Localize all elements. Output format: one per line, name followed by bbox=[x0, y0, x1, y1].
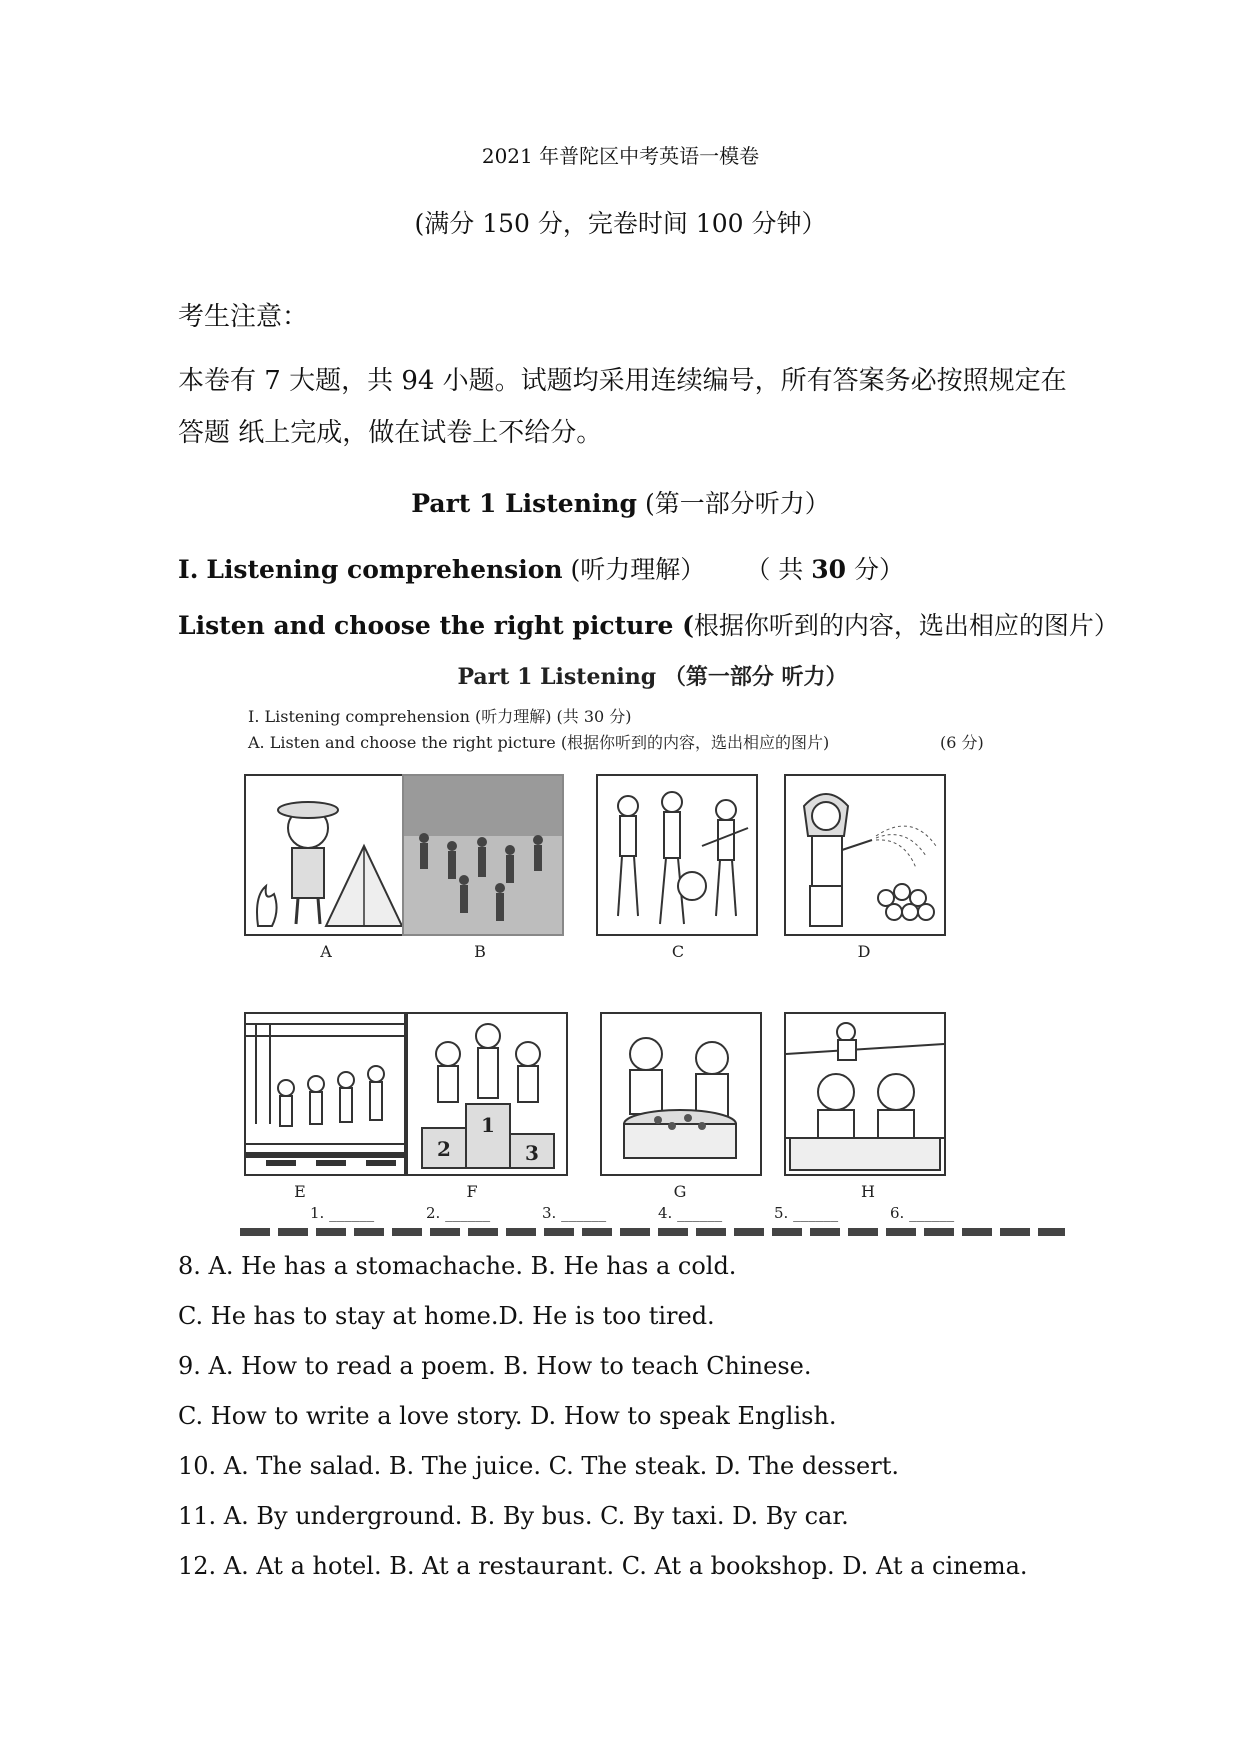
picture-label-a: A bbox=[320, 942, 332, 961]
picture-e-scouts bbox=[244, 1012, 406, 1176]
scouts-illustration bbox=[246, 1014, 404, 1174]
answer-blank-5: 5. ______ bbox=[774, 1204, 839, 1222]
picture-a-camping bbox=[244, 774, 406, 936]
section-heading bbox=[178, 550, 904, 586]
picture-label-f: F bbox=[466, 1182, 478, 1201]
picture-b-dancing bbox=[402, 774, 564, 936]
figure-section-heading: I. Listening comprehension (听力理解) (共 30 分) bbox=[248, 707, 632, 726]
classroom-illustration bbox=[786, 1014, 944, 1174]
answer-blank-2: 2. ______ bbox=[426, 1204, 491, 1222]
podium-3: 3 bbox=[525, 1141, 539, 1165]
podium-illustration bbox=[408, 1014, 566, 1174]
figure-subsection-heading: A. Listen and choose the right picture (根据你听到的内容，选出相应的图片) bbox=[248, 733, 830, 752]
exam-subtitle: (满分 150 分，完卷时间 100 分钟） bbox=[414, 209, 827, 238]
section-points-close: 分） bbox=[846, 555, 904, 584]
question-11: 11. A. By underground. B. By bus. C. By taxi. D. By car. bbox=[178, 1502, 849, 1530]
section-title: Listening comprehension bbox=[206, 555, 563, 584]
answer-blank-4: 4. ______ bbox=[658, 1204, 723, 1222]
scanned-figure bbox=[240, 656, 1065, 1236]
watering-illustration bbox=[786, 776, 944, 934]
picture-label-g: G bbox=[673, 1182, 687, 1201]
answer-blank-6: 6. ______ bbox=[890, 1204, 955, 1222]
question-9-line-1: 9. A. How to read a poem. B. How to teach Chinese. bbox=[178, 1352, 812, 1380]
picture-h-classroom bbox=[784, 1012, 946, 1176]
picture-f-podium bbox=[406, 1012, 568, 1176]
figure-part-heading: Part 1 Listening （第一部分 听力） bbox=[457, 664, 848, 690]
notice-line-1: 本卷有 7 大题，共 94 小题。试题均采用连续编号，所有答案务必按照规定在 bbox=[178, 366, 1067, 396]
band-illustration bbox=[598, 776, 756, 934]
answer-blank-3: 3. ______ bbox=[542, 1204, 607, 1222]
subsection-title-cn: 根据你听到的内容，选出相应的图片） bbox=[693, 611, 1119, 640]
figure-points: (6 分) bbox=[940, 733, 984, 752]
picture-c-band bbox=[596, 774, 758, 936]
picture-d-watering bbox=[784, 774, 946, 936]
section-title-cn: (听力理解） bbox=[570, 555, 706, 584]
cropped-text-strip bbox=[240, 1228, 1065, 1236]
subsection-heading bbox=[178, 606, 1119, 642]
picture-label-c: C bbox=[671, 942, 685, 961]
question-9-line-2: C. How to write a love story. D. How to speak English. bbox=[178, 1402, 837, 1430]
picture-label-e: E bbox=[294, 1182, 306, 1201]
section-points-num: 30 bbox=[811, 555, 847, 584]
part-heading-cn: (第一部分听力） bbox=[637, 489, 830, 518]
cooking-illustration bbox=[602, 1014, 760, 1174]
section-points-open: （ 共 bbox=[745, 555, 812, 584]
picture-label-d: D bbox=[857, 942, 871, 961]
dancing-photo bbox=[404, 776, 562, 934]
picture-label-b: B bbox=[474, 942, 486, 961]
question-10: 10. A. The salad. B. The juice. C. The steak. D. The dessert. bbox=[178, 1452, 900, 1480]
notice-heading: 考生注意： bbox=[178, 302, 309, 332]
subsection-title: Listen and choose the right picture ( bbox=[178, 611, 694, 640]
picture-label-h: H bbox=[861, 1182, 875, 1201]
question-12: 12. A. At a hotel. B. At a restaurant. C. At a bookshop. D. At a cinema. bbox=[178, 1552, 1028, 1580]
answer-blank-1: 1. ______ bbox=[310, 1204, 375, 1222]
part-heading bbox=[0, 484, 1241, 520]
podium-2: 2 bbox=[437, 1137, 451, 1161]
notice-line-2: 答题 纸上完成，做在试卷上不给分。 bbox=[178, 418, 603, 448]
question-8-line-1: 8. A. He has a stomachache. B. He has a cold. bbox=[178, 1252, 737, 1280]
picture-g-cooking bbox=[600, 1012, 762, 1176]
part-heading-en: Part 1 Listening bbox=[411, 489, 638, 518]
podium-1: 1 bbox=[481, 1113, 495, 1137]
camping-illustration bbox=[246, 776, 404, 934]
exam-title: 2021 年普陀区中考英语一模卷 bbox=[481, 144, 760, 168]
section-number: I. bbox=[178, 555, 199, 584]
question-8-line-2: C. He has to stay at home.D. He is too tired. bbox=[178, 1302, 715, 1330]
